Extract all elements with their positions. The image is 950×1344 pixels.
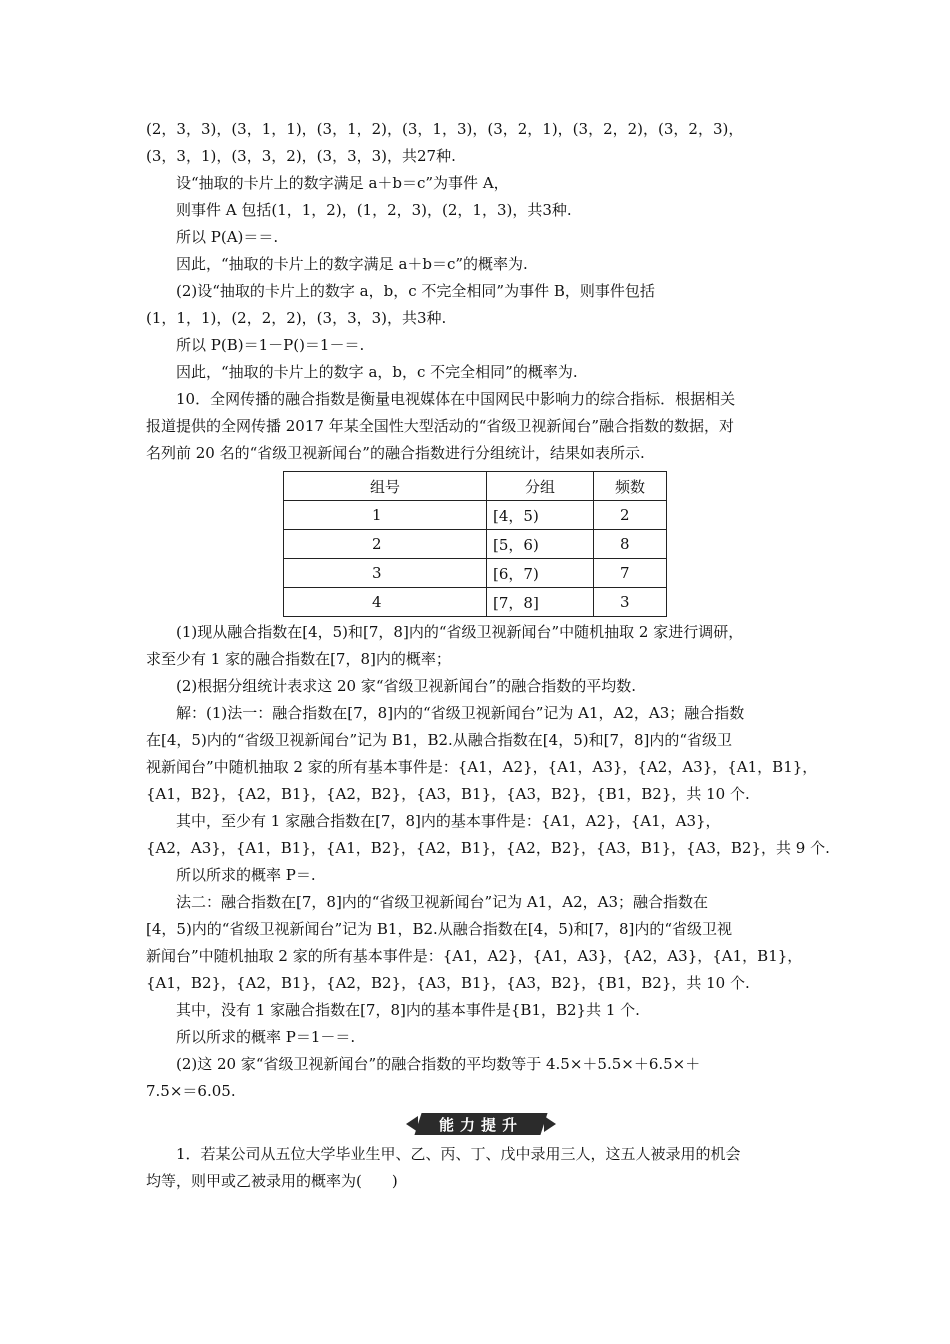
text-line: (2，3，3)，(3，1，1)，(3，1，2)，(3，1，3)，(3，2，1)，(3，2，2)，(3，2，3)， [146,120,744,138]
text-line: 均等，则甲或乙被录用的概率为( ) [146,1172,398,1190]
table-row [284,588,667,617]
cell-interval: [6，7) [487,559,594,588]
cell-group-no: 2 [284,530,487,559]
text-line: 所以 P(B)＝1－P()＝1－＝. [176,336,365,354]
cell-group-no: 4 [284,588,487,617]
text-line: 其中，至少有 1 家融合指数在[7，8]内的基本事件是：{A1，A2}，{A1，A3}， [176,812,721,830]
text-line: 其中，没有 1 家融合指数在[7，8]内的基本事件是{B1，B2}共 1 个. [176,1001,640,1019]
text-line: 因此，“抽取的卡片上的数字满足 a＋b＝c”的概率为. [176,255,528,273]
cell-frequency: 3 [594,588,667,617]
text-line: 7.5×＝6.05. [146,1082,236,1100]
text-line: 1．若某公司从五位大学毕业生甲、乙、丙、丁、戊中录用三人，这五人被录用的机会 [176,1145,741,1163]
cell-frequency: 2 [594,501,667,530]
text-line: 所以所求的概率 P＝. [176,866,316,884]
header-interval: 分组 [487,472,594,501]
text-line: 因此，“抽取的卡片上的数字 a，b，c 不完全相同”的概率为. [176,363,578,381]
text-line: {A2，A3}，{A1，B1}，{A1，B2}，{A2，B1}，{A2，B2}，{A3，B1}，{A3，B2}，共 9 个. [146,839,830,857]
cell-interval: [5，6) [487,530,594,559]
banner-title: 能力提升 [438,1116,523,1134]
text-line: 则事件 A 包括(1，1，2)，(1，2，3)，(2，1，3)，共3种. [176,201,572,219]
text-line: 报道提供的全网传播 2017 年某全国性大型活动的“省级卫视新闻台”融合指数的数据，对 [146,417,735,435]
cell-group-no: 3 [284,559,487,588]
table-row [284,501,667,530]
frequency-table [283,471,667,617]
text-line: 新闻台”中随机抽取 2 家的所有基本事件是：{A1，A2}，{A1，A3}，{A2，A3}，{A1，B1}， [146,947,803,965]
text-line: 解：(1)法一：融合指数在[7，8]内的“省级卫视新闻台”记为 A1，A2，A3；融合指数 [176,704,745,722]
exercise-part [146,1141,814,1195]
solution-part-10 [146,619,830,1105]
cell-frequency: 7 [594,559,667,588]
text-line: (2)设“抽取的卡片上的数字 a，b，c 不完全相同”为事件 B，则事件包括 [176,282,655,300]
table-header-row [284,472,667,501]
text-line: (3，3，1)，(3，3，2)，(3，3，3)，共27种. [146,147,456,165]
text-line: 视新闻台”中随机抽取 2 家的所有基本事件是：{A1，A2}，{A1，A3}，{A2，A3}，{A1，B1}， [146,758,818,776]
table-row [284,530,667,559]
text-line: 设“抽取的卡片上的数字满足 a＋b＝c”为事件 A， [176,174,509,192]
text-line: 法二：融合指数在[7，8]内的“省级卫视新闻台”记为 A1，A2，A3；融合指数在 [176,893,709,911]
text-line: 所以 P(A)＝＝. [176,228,279,246]
text-line: 在[4，5)内的“省级卫视新闻台”记为 B1，B2.从融合指数在[4，5)和[7，8]内的“省级卫 [146,731,733,749]
table-row [284,559,667,588]
text-line: (2)根据分组统计表求这 20 家“省级卫视新闻台”的融合指数的平均数. [176,677,636,695]
header-group-no: 组号 [284,472,487,501]
text-line: 10．全网传播的融合指数是衡量电视媒体在中国网民中影响力的综合指标．根据相关 [176,390,736,408]
cell-frequency: 8 [594,530,667,559]
text-line: [4，5)内的“省级卫视新闻台”记为 B1，B2.从融合指数在[4，5)和[7，8]内的“省级卫视 [146,920,733,938]
solution-part-9 [146,116,814,467]
text-line: (1)现从融合指数在[4，5)和[7，8]内的“省级卫视新闻台”中随机抽取 2 家进行调研， [176,623,744,641]
text-line: {A1，B2}，{A2，B1}，{A2，B2}，{A3，B1}，{A3，B2}，{B1，B2}，共 10 个. [146,974,750,992]
cell-group-no: 1 [284,501,487,530]
text-line: 所以所求的概率 P＝1－＝. [176,1028,356,1046]
text-line: 求至少有 1 家的融合指数在[7，8]内的概率； [146,650,451,668]
content [146,116,830,1195]
text-line: (2)这 20 家“省级卫视新闻台”的融合指数的平均数等于 4.5×＋5.5×＋6.5×＋ [176,1055,701,1073]
text-line: {A1，B2}，{A2，B1}，{A2，B2}，{A3，B1}，{A3，B2}，{B1，B2}，共 10 个. [146,785,750,803]
text-line: 名列前 20 名的“省级卫视新闻台”的融合指数进行分组统计，结果如表所示. [146,444,645,462]
text-line: (1，1，1)，(2，2，2)，(3，3，3)，共3种. [146,309,447,327]
cell-interval: [4，5) [487,501,594,530]
header-frequency: 频数 [594,472,667,501]
section-banner [406,1111,556,1137]
cell-interval: [7，8] [487,588,594,617]
